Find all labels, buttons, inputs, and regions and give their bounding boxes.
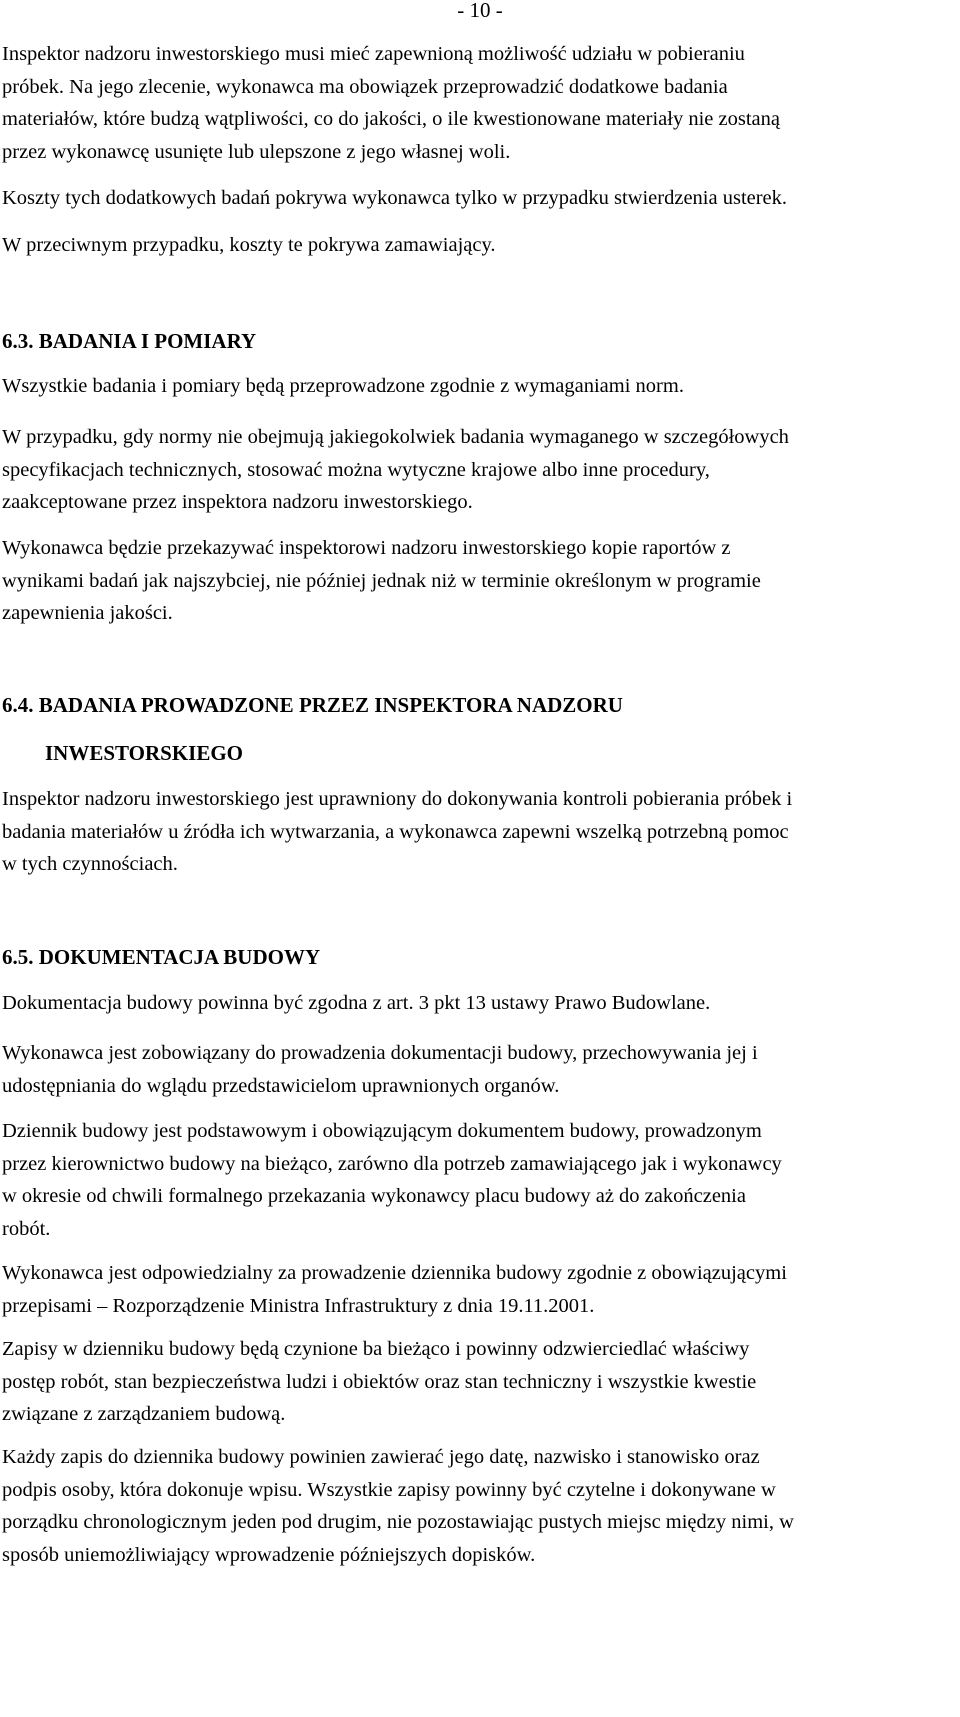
- paragraph-standards-not-covered: W przypadku, gdy normy nie obejmują jakiegokolwiek badania wymaganego w szczegółowych specyfikacjach technicznych, stosować można wytyczne krajowe albo inne procedury, zaakceptowane przez inspektora nadzoru inwestorskiego.: [2, 426, 789, 513]
- paragraph-log-regulations: Wykonawca jest odpowiedzialny za prowadzenie dziennika budowy zgodnie z obowiązującymi przepisami – Rozporządzenie Ministra Infrastruktury z dnia 19.11.2001.: [2, 1262, 787, 1317]
- section-heading-6-4-line2: INWESTORSKIEGO: [45, 741, 244, 765]
- section-heading-6-5: 6.5. DOKUMENTACJA BUDOWY: [2, 945, 321, 969]
- paragraph-tests-per-standards: Wszystkie badania i pomiary będą przeprowadzone zgodnie z wymaganiami norm.: [2, 375, 684, 397]
- section-heading-6-4-line1: 6.4. BADANIA PROWADZONE PRZEZ INSPEKTORA NADZORU: [2, 693, 623, 717]
- paragraph-inspector-rights: Inspektor nadzoru inwestorskiego jest uprawniony do dokonywania kontroli pobierania próbek i badania materiałów u źródła ich wytwarzania, a wykonawca zapewni wszelką potrzebną pomoc w tych czynnościach.: [2, 788, 793, 875]
- section-heading-6-3: 6.3. BADANIA I POMIARY: [2, 329, 257, 353]
- paragraph-log-entries: Zapisy w dzienniku budowy będą czynione ba bieżąco i powinny odzwierciedlać właściwy postęp robót, stan bezpieczeństwa ludzi i obiektów oraz stan techniczny i wszystkie kwestie związane z zarządzaniem budową.: [2, 1338, 757, 1425]
- paragraph-costs-otherwise: W przeciwnym przypadku, koszty te pokrywa zamawiający.: [2, 234, 496, 256]
- paragraph-documentation-compliance: Dokumentacja budowy powinna być zgodna z art. 3 pkt 13 ustawy Prawo Budowlane.: [2, 992, 711, 1014]
- paragraph-additional-testing-costs: Koszty tych dodatkowych badań pokrywa wykonawca tylko w przypadku stwierdzenia usterek.: [2, 187, 788, 209]
- paragraph-sampling-supervision: Inspektor nadzoru inwestorskiego musi mieć zapewnioną możliwość udziału w pobieraniu próbek. Na jego zlecenie, wykonawca ma obowiązek przeprowadzić dodatkowe badania materiałów, które budzą wątpliwości, co do jakości, o ile kwestionowane materiały nie zostaną przez wykonawcę usunięte lub ulepszone z jego własnej woli.: [2, 43, 780, 163]
- paragraph-documentation-obligation: Wykonawca jest zobowiązany do prowadzenia dokumentacji budowy, przechowywania jej i udostępniania do wglądu przedstawicielom uprawnionych organów.: [2, 1042, 758, 1097]
- page-number: - 10 -: [457, 0, 503, 22]
- paragraph-construction-log: Dziennik budowy jest podstawowym i obowiązującym dokumentem budowy, prowadzonym przez kierownictwo budowy na bieżąco, zarówno dla potrzeb zamawiającego jak i wykonawcy w okresie od chwili formalnego przekazania wykonawcy placu budowy aż do zakończenia robót.: [2, 1120, 782, 1240]
- paragraph-entry-requirements: Każdy zapis do dziennika budowy powinien zawierać jego datę, nazwisko i stanowisko oraz podpis osoby, która dokonuje wpisu. Wszystkie zapisy powinny być czytelne i dokonywane w porządku chronologicznym jeden pod drugim, nie pozostawiając pustych miejsc między nimi, w sposób uniemożliwiający wprowadzenie późniejszych dopisków.: [2, 1446, 794, 1566]
- paragraph-test-reports: Wykonawca będzie przekazywać inspektorowi nadzoru inwestorskiego kopie raportów z wynikami badań jak najszybciej, nie później jednak niż w terminie określonym w programie zapewnienia jakości.: [2, 537, 761, 624]
